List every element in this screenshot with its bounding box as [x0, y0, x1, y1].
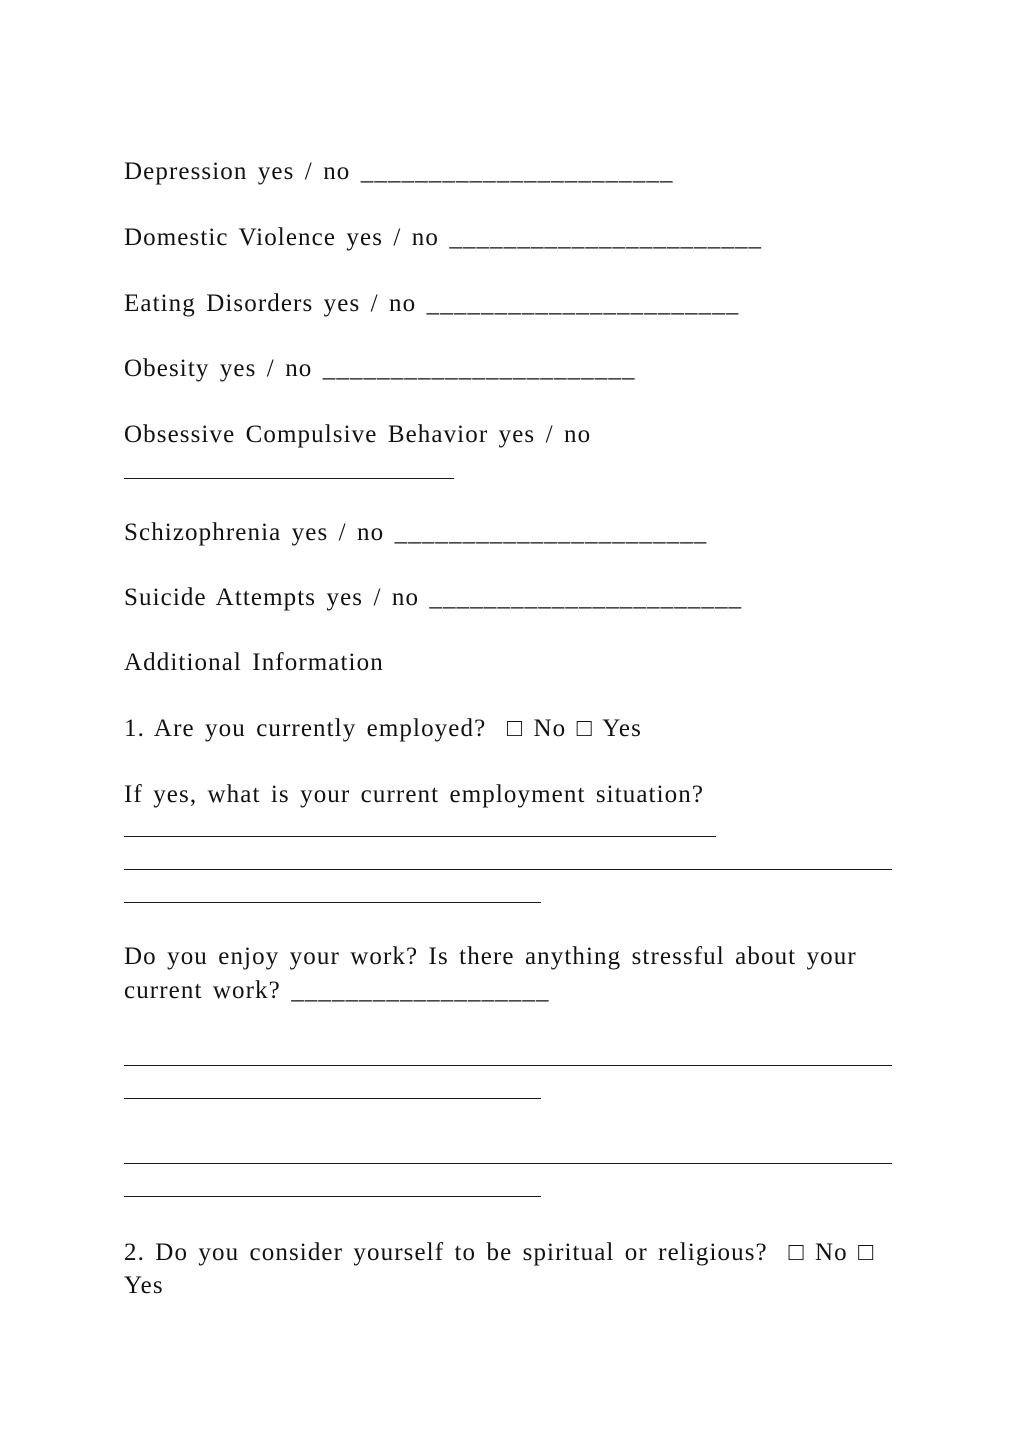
domestic-violence-question [124, 221, 762, 254]
employment-answer-line-1[interactable] [124, 836, 716, 837]
work-answer-line-4[interactable] [124, 1196, 541, 1197]
question-label: Domestic Violence yes / no [124, 224, 439, 251]
spiritual-yes-option[interactable]: Yes [124, 1272, 164, 1299]
answer-blank[interactable]: _______________________ [429, 584, 743, 611]
employment-question [124, 712, 642, 745]
obesity-question [124, 352, 636, 385]
spirituality-question-line-1 [124, 1236, 874, 1269]
question-text: current work? [124, 977, 281, 1004]
question-text: 2. Do you consider yourself to be spiritual or religious? [124, 1239, 768, 1266]
question-label: Eating Disorders yes / no [124, 290, 417, 317]
employed-yes-checkbox[interactable]: □ Yes [576, 715, 642, 742]
employment-followup: If yes, what is your current employment situation? [124, 781, 705, 808]
work-answer-line-2[interactable] [124, 1098, 541, 1099]
ocd-question [124, 418, 591, 451]
question-text: 1. Are you currently employed? [124, 715, 487, 742]
question-label: Schizophrenia yes / no [124, 519, 385, 546]
schizophrenia-question [124, 516, 707, 549]
question-label: Depression yes / no [124, 158, 351, 185]
answer-blank[interactable]: _______________________ [449, 224, 763, 251]
spiritual-no-checkbox[interactable]: □ No □ [788, 1239, 875, 1266]
spirituality-question-line-2 [124, 1269, 164, 1302]
answer-blank[interactable]: _______________________ [322, 355, 636, 382]
question-label: Obsessive Compulsive Behavior yes / no [124, 421, 592, 448]
employment-answer-line-2[interactable] [124, 869, 892, 870]
work-enjoyment-question-line-2 [124, 974, 550, 1007]
question-label: Suicide Attempts yes / no [124, 584, 420, 611]
employment-answer-line-3[interactable] [124, 902, 541, 903]
answer-blank[interactable]: _______________________ [394, 519, 708, 546]
employed-no-checkbox[interactable]: □ No [506, 715, 567, 742]
answer-blank[interactable]: _______________________ [426, 290, 740, 317]
work-answer-line-1[interactable] [124, 1065, 892, 1066]
work-answer-line-3[interactable] [124, 1163, 892, 1164]
section-heading: Additional Information [124, 649, 384, 676]
suicide-attempts-question [124, 581, 742, 614]
ocd-answer-line[interactable] [124, 478, 454, 479]
work-enjoyment-question-line-1: Do you enjoy your work? Is there anything stressful about your [124, 943, 857, 970]
answer-blank[interactable]: _______________________ [360, 158, 674, 185]
question-label: Obesity yes / no [124, 355, 313, 382]
depression-question [124, 155, 674, 188]
eating-disorders-question [124, 287, 739, 320]
answer-blank[interactable]: ___________________ [291, 977, 550, 1004]
